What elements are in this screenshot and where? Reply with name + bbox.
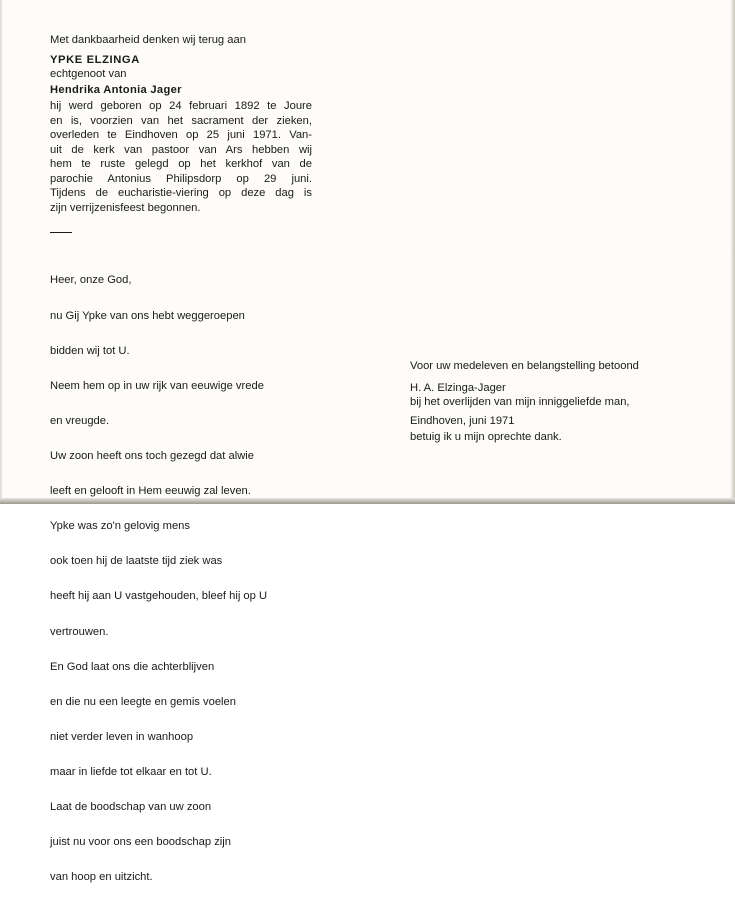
card-left-edge (0, 0, 3, 504)
place-date: Eindhoven, juni 1971 (410, 415, 515, 427)
thanks-note (410, 338, 639, 467)
prayer-line: niet verder leven in wanhoop (50, 730, 194, 743)
thanks-line: Voor uw medeleven en belangstelling betoond (410, 360, 639, 373)
relation-text: echtgenoot van (50, 68, 127, 80)
biography-line: hij werd geboren op 24 februari 1892 te Joure (50, 100, 312, 112)
biography-line: uit de kerk van pastoor van Ars hebben wij (50, 143, 312, 156)
section-divider (50, 232, 72, 233)
prayer-line: Laat de boodschap van uw zoon (50, 801, 212, 814)
prayer-line: En God laat ons die achterblijven (50, 660, 215, 673)
prayer-line: ook toen hij de laatste tijd ziek was (50, 555, 223, 568)
prayer-line: Ypke was zo'n gelovig mens (50, 520, 190, 533)
thanks-line: bij het overlijden van mijn inniggeliefde man, (410, 395, 630, 408)
prayer-line: en die nu een leegte en gemis voelen (50, 695, 236, 708)
prayer-line: bidden wij tot U. (50, 344, 130, 357)
prayer-line: van hoop en uitzicht. (50, 871, 153, 884)
thanks-line: betuig ik u mijn oprechte dank. (410, 430, 562, 443)
prayer-line: maar in liefde tot elkaar en tot U. (50, 765, 212, 778)
intro-text: Met dankbaarheid denken wij terug aan (50, 34, 246, 46)
prayer-line: nu Gij Ypke van ons hebt weggeroepen (50, 309, 245, 322)
prayer-line: en vreugde. (50, 414, 110, 427)
prayer-line: juist nu voor ons een boodschap zijn (50, 836, 231, 849)
biography-line: hem te ruste gelegd op het kerkhof van de (50, 158, 312, 170)
prayer-line: Heer, onze God, (50, 274, 132, 287)
biography (50, 99, 312, 215)
biography-line: en is, voorzien van het sacrament der zieken, (50, 114, 312, 127)
biography-line: Tijdens de eucharistie-viering op deze dag is (50, 187, 312, 199)
deceased-name: YPKE ELZINGA (50, 54, 140, 66)
prayer-line: heeft hij aan U vastgehouden, bleef hij op U (50, 590, 268, 603)
prayer-line: vertrouwen. (50, 625, 109, 638)
prayer (50, 252, 267, 907)
biography-line: overleden te Eindhoven op 25 juni 1971. Van- (50, 129, 312, 141)
biography-line: parochie Antonius Philipsdorp op 29 juni. (50, 172, 312, 185)
prayer-line: Neem hem op in uw rijk van eeuwige vrede (50, 379, 264, 392)
spouse-name: Hendrika Antonia Jager (50, 84, 182, 96)
card-right-edge (731, 0, 735, 504)
prayer-line: leeft en gelooft in Hem eeuwig zal leven. (50, 485, 251, 498)
biography-line: zijn verrijzenisfeest begonnen. (50, 201, 201, 214)
prayer-line: Uw zoon heeft ons toch gezegd dat alwie (50, 449, 254, 462)
signature: H. A. Elzinga-Jager (410, 382, 506, 394)
